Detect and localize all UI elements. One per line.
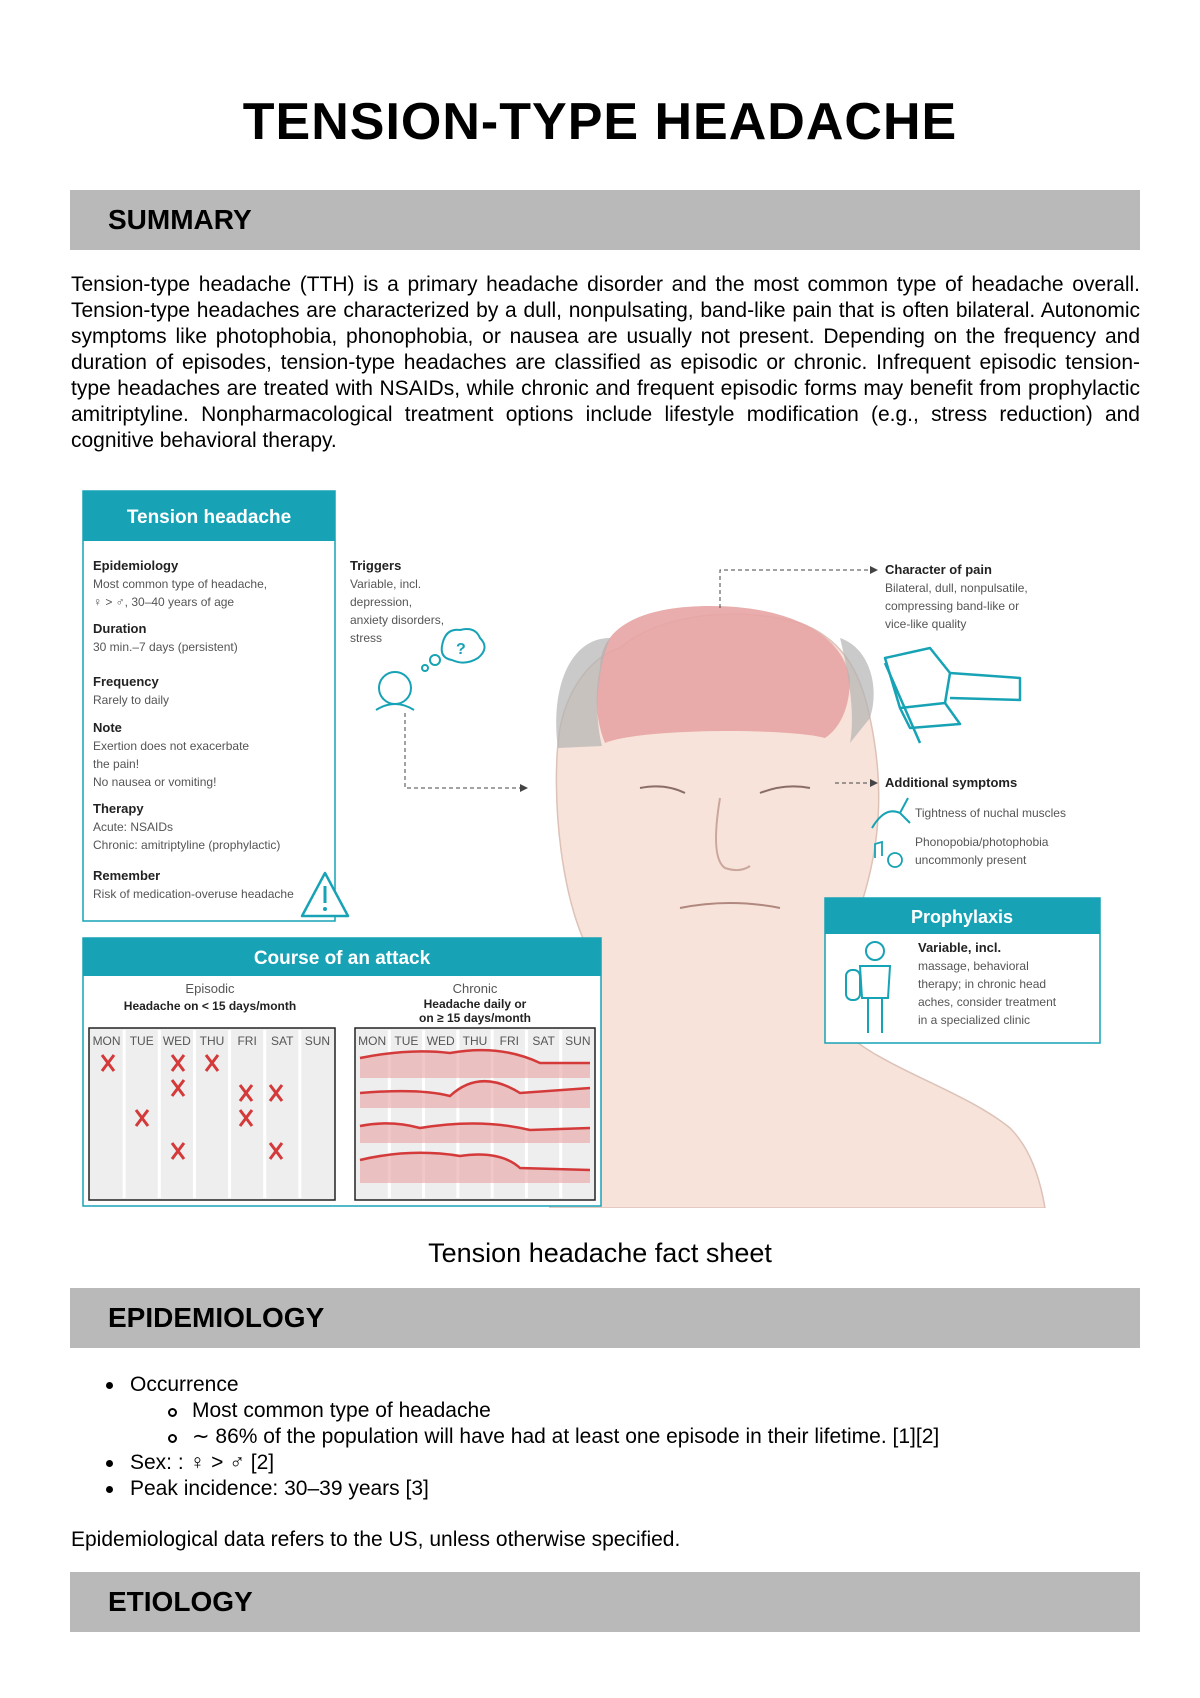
fact-line: ♀ > ♂, 30–40 years of age [93,595,235,609]
epidemiology-list [100,1372,939,1502]
arrow-head [520,784,528,792]
list-item: Sex: : ♀ > ♂ [2] [100,1450,939,1476]
question-mark-icon: ? [456,641,466,658]
fact-line: Rarely to daily [93,693,170,707]
fact-heading-epidemiology: Epidemiology [93,558,179,573]
day-label: MON [92,1034,121,1048]
summary-text: Tension-type headache (TTH) is a primary headache disorder and the most common type of headache overall. Tension-type headaches are characterized by a dull, nonpulsating, band-like pain that is often bilateral. Autonomic symptoms like photophobia, phonophobia, or nausea are usually not present. Depending on the frequency and duration of episodes, tension-type headaches are classified as episodic or chronic. Infrequent episodic tension-type headaches are treated with NSAIDs, while chronic and frequent episodic forms may benefit from prophylactic amitriptyline. Nonpharmacological treatment options include lifestyle modification (e.g., stress reduction) and cognitive behavioral therapy. [71,273,1140,452]
summary-header [70,190,1140,250]
character-line: vice-like quality [885,617,967,631]
additional-item: Phonopobia/photophobia [915,835,1049,849]
fact-line: Most common type of headache, [93,577,268,591]
trigger-arrow [405,713,520,788]
occurrence-label: Occurrence [130,1373,239,1396]
chronic-sub: Headache daily or [423,997,527,1011]
arrow-head [870,566,878,574]
occurrence-sublist [130,1398,939,1450]
triggers-line: depression, [350,595,413,609]
tension-headache-infographic [80,488,1130,1208]
fact-heading-therapy: Therapy [93,801,144,816]
fact-heading-remember: Remember [93,868,161,883]
character-arrow [720,570,870,608]
fact-line: No nausea or vomiting! [93,775,217,789]
worried-person-icon [376,629,485,710]
day-label: SUN [565,1034,591,1048]
additional-item: uncommonly present [915,853,1027,867]
day-label: THU [462,1034,488,1048]
course-title: Course of an attack [253,948,431,969]
day-label: SAT [532,1034,555,1048]
additional-heading: Additional symptoms [885,775,1018,790]
prophylaxis-title: Prophylaxis [910,907,1014,927]
prophylaxis-line: in a specialized clinic [918,1013,1031,1027]
day-label: FRI [499,1034,519,1048]
additional-item: Tightness of nuchal muscles [915,806,1066,820]
phonophobia-icon [875,842,902,867]
day-label: WED [162,1034,191,1048]
fact-line: Chronic: amitriptyline (prophylactic) [93,838,281,852]
day-label: TUE [394,1034,419,1048]
page-title: TENSION-TYPE HEADACHE [242,93,958,151]
episodic-grid [89,1028,335,1200]
list-item: Peak incidence: 30–39 years [3] [100,1476,939,1502]
fact-line: the pain! [93,757,140,771]
triggers-line: Variable, incl. [350,577,422,591]
prophylaxis-line: massage, behavioral [918,959,1029,973]
vise-icon [885,648,1020,743]
day-label: TUE [129,1034,154,1048]
epidemiology-note: Epidemiological data refers to the US, unless otherwise specified. [71,1528,681,1551]
character-line: Bilateral, dull, nonpulsatile, [885,581,1028,595]
day-label: SAT [271,1034,294,1048]
summary-heading: SUMMARY [108,204,252,235]
day-label: MON [358,1034,387,1048]
episodic-sub: Headache on < 15 days/month [123,999,297,1013]
triggers-line: anxiety disorders, [350,613,445,627]
fact-heading-note: Note [93,720,122,735]
day-label: FRI [237,1034,257,1048]
figure-caption: Tension headache fact sheet [428,1238,772,1268]
chronic-label: Chronic [452,981,498,996]
panel-title: Tension headache [126,507,292,528]
infographic-svg [80,488,1130,1208]
chronic-sub: on ≥ 15 days/month [419,1011,531,1025]
prophylaxis-heading: Variable, incl. [918,940,1002,955]
list-item [100,1372,939,1450]
prophylaxis-line: therapy; in chronic head [918,977,1047,991]
fact-heading-duration: Duration [93,621,147,636]
fact-heading-frequency: Frequency [93,674,159,689]
etiology-heading: ETIOLOGY [108,1586,253,1617]
day-label: THU [199,1034,225,1048]
prophylaxis-line: aches, consider treatment [918,995,1057,1009]
list-item: Most common type of headache [162,1398,939,1424]
fact-line: Exertion does not exacerbate [93,739,250,753]
pain-band [597,606,850,743]
etiology-header [70,1572,1140,1632]
epidemiology-header [70,1288,1140,1348]
episodic-label: Episodic [185,981,235,996]
character-line: compressing band-like or [885,599,1020,613]
list-item: ∼ 86% of the population will have had at least one episode in their lifetime. [1][2] [162,1424,939,1450]
character-heading: Character of pain [885,562,992,577]
day-label: SUN [304,1034,331,1048]
triggers-heading: Triggers [350,558,402,573]
fact-line: 30 min.–7 days (persistent) [93,640,238,654]
fact-line: Risk of medication-overuse headache [93,887,294,901]
triggers-line: stress [350,631,383,645]
day-label: WED [426,1034,455,1048]
fact-line: Acute: NSAIDs [93,820,174,834]
epidemiology-heading: EPIDEMIOLOGY [108,1302,325,1333]
